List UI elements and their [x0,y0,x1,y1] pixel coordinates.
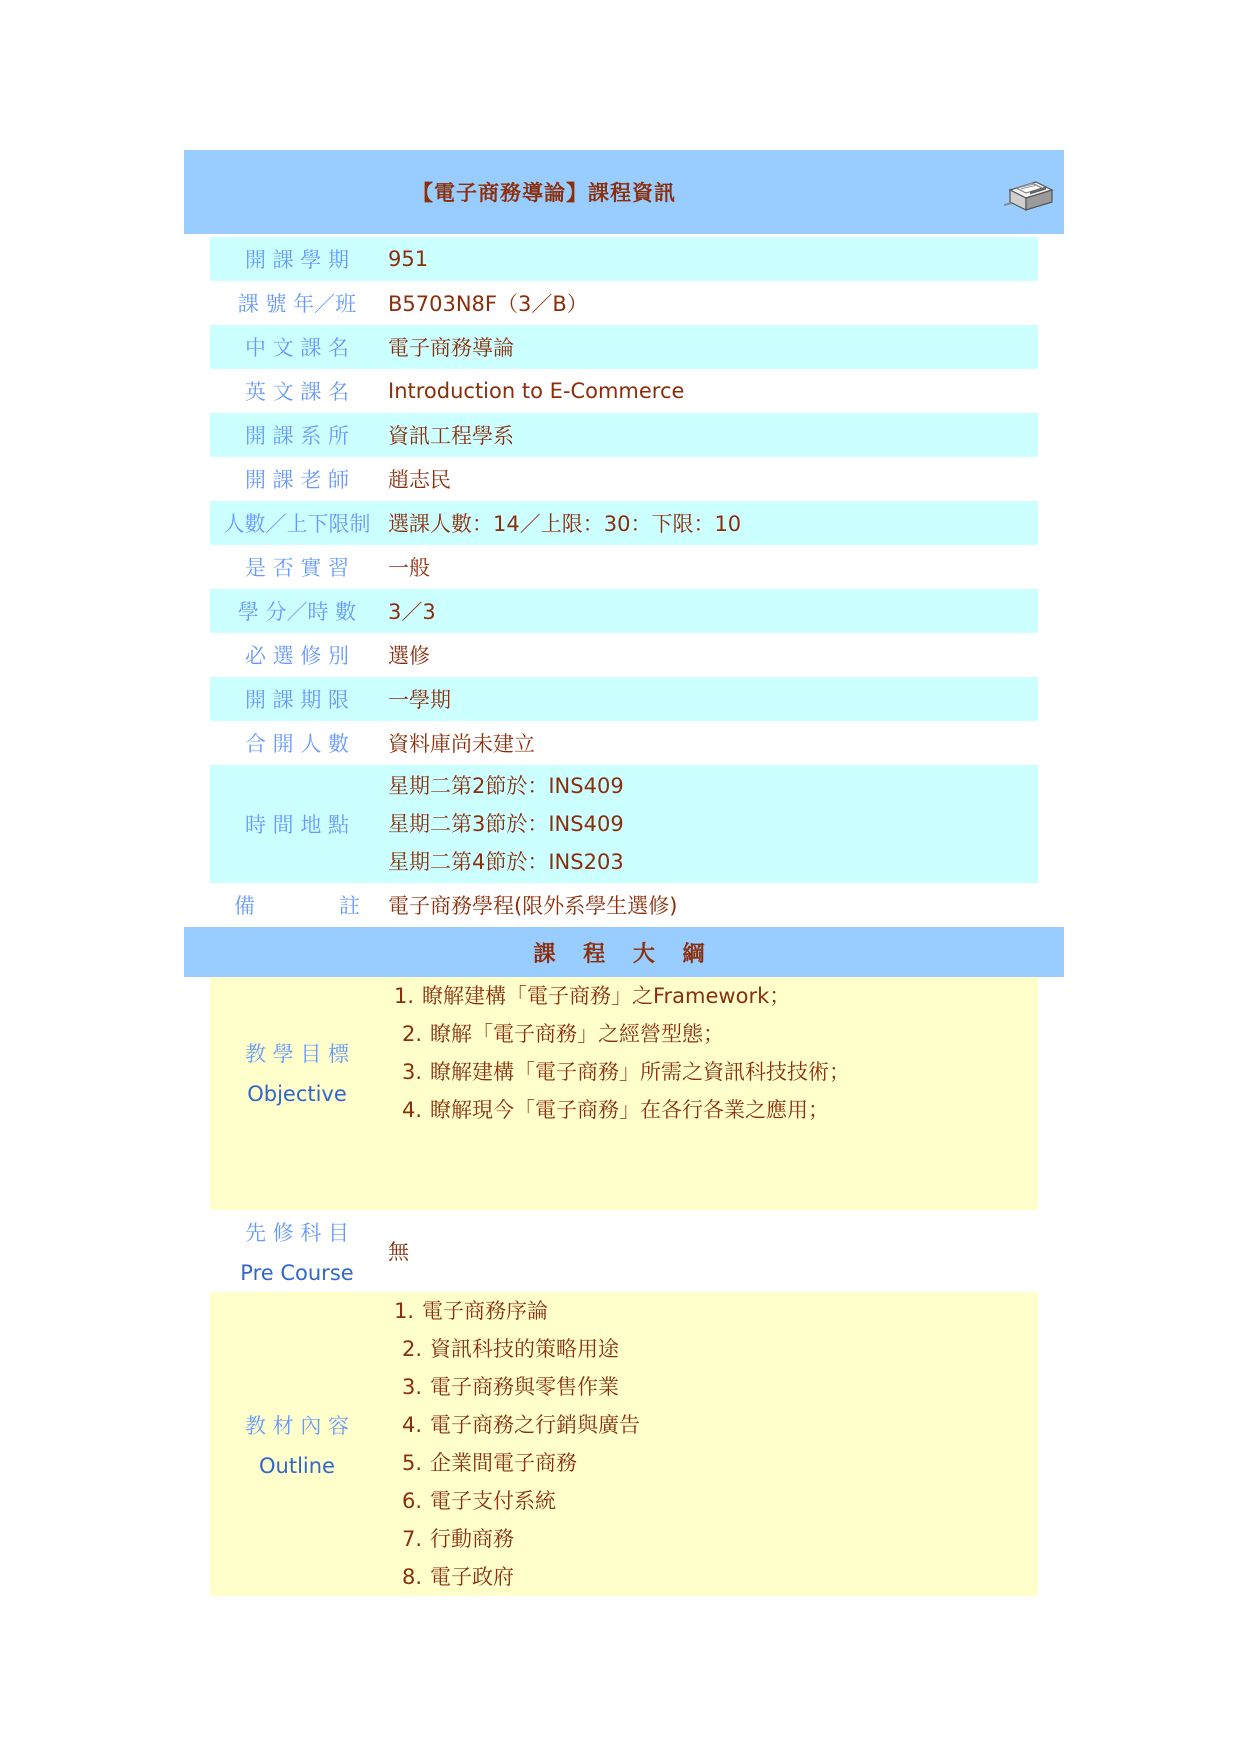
table-row [210,589,1038,633]
row-label: 先 修 科 目 [244,1221,350,1245]
objective-label [210,977,384,1167]
table-row [210,281,1038,325]
row-label-en: Outline [259,1454,335,1478]
time-location-line: 星期二第4節於：INS203 [388,850,624,874]
list-item: 2. 資訊科技的策略用途 [401,1337,619,1361]
table-row-time-location [210,765,1038,883]
row-label: 開 課 學 期 [244,248,350,272]
list-item: 7. 行動商務 [401,1527,514,1551]
time-location-line: 星期二第2節於：INS409 [388,774,624,798]
row-value: 3／3 [388,600,436,624]
outline-label [210,1292,384,1596]
row-label: 學 分／時 數 [237,600,357,624]
page-title: 【電子商務導論】課程資訊 [412,181,676,205]
objective-list [384,977,1038,1129]
row-value: 選修 [388,644,430,668]
list-item: 1. 瞭解建構「電子商務」之Framework； [393,984,791,1008]
list-item: 6. 電子支付系統 [401,1489,556,1513]
list-item: 1. 電子商務序論 [393,1299,548,1323]
row-label: 人數／上下限制 [223,512,371,536]
table-row [210,721,1038,765]
table-row [210,369,1038,413]
row-label: 必 選 修 別 [244,644,350,668]
table-row [210,457,1038,501]
prerequisite-label [210,1210,384,1292]
row-label: 教 學 目 標 [244,1042,350,1066]
table-row [210,325,1038,369]
list-item: 8. 電子政府 [401,1565,514,1589]
row-value: 951 [388,247,429,271]
row-label: 開 課 期 限 [244,688,350,712]
row-value: 無 [388,1240,409,1264]
row-value: 電子商務學程(限外系學生選修) [388,894,678,918]
row-value: 電子商務導論 [388,336,514,360]
time-location-line: 星期二第3節於：INS409 [388,812,624,836]
row-label: 中 文 課 名 [244,336,350,360]
row-label: 英 文 課 名 [244,380,350,404]
row-label: 備 註 [234,894,360,918]
row-label: 開 課 系 所 [244,424,350,448]
syllabus-section-title: 課 程 大 綱 [184,927,1064,977]
row-label-en: Pre Course [240,1261,354,1285]
list-item: 2. 瞭解「電子商務」之經營型態； [401,1022,724,1046]
table-row-objective [210,977,1038,1210]
time-location-list [384,765,1038,883]
row-label: 課 號 年／班 [237,292,357,316]
row-value: 一學期 [388,688,451,712]
row-label: 開 課 老 師 [244,468,350,492]
row-value: 一般 [388,556,430,580]
table-row [210,237,1038,281]
table-row [210,545,1038,589]
printer-icon[interactable] [1002,176,1056,216]
row-value: 資訊工程學系 [388,424,514,448]
list-item: 3. 電子商務與零售作業 [401,1375,619,1399]
row-value: 趙志民 [388,468,451,492]
table-row-outline [210,1292,1038,1596]
row-value: Introduction to E-Commerce [388,379,685,403]
list-item: 3. 瞭解建構「電子商務」所需之資訊科技技術； [401,1060,850,1084]
row-value: 資料庫尚未建立 [388,732,535,756]
list-item: 5. 企業間電子商務 [401,1451,577,1475]
table-row [210,677,1038,721]
row-label: 是 否 實 習 [244,556,350,580]
row-label: 教 材 內 容 [244,1414,350,1438]
row-label-en: Objective [247,1082,347,1106]
table-row-remarks [210,883,1038,927]
table-row [210,413,1038,457]
table-row [210,501,1038,545]
row-label: 時 間 地 點 [244,813,350,837]
list-item: 4. 瞭解現今「電子商務」在各行各業之應用； [401,1098,829,1122]
outline-list [384,1292,1038,1596]
row-label: 合 開 人 數 [244,732,350,756]
table-row [210,633,1038,677]
page-header [184,150,1064,234]
row-value: 選課人數：14／上限：30：下限：10 [388,512,742,536]
table-row-prerequisite [210,1210,1038,1292]
row-value: B5703N8F（3／B） [388,292,588,316]
course-info-table [210,237,1038,1596]
list-item: 4. 電子商務之行銷與廣告 [401,1413,640,1437]
